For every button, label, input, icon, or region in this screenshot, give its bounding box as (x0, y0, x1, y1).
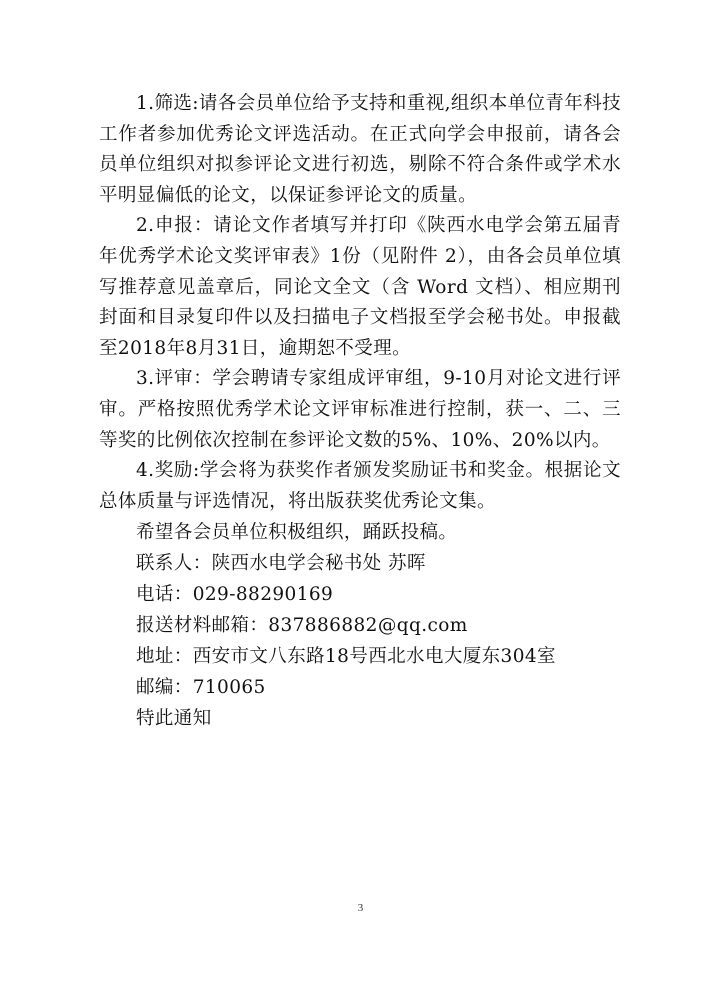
document-body (99, 89, 621, 734)
closing-text: 特此通知 (136, 708, 212, 730)
contact-address: 地址：西安市文八东路18号西北水电大厦东304室 (136, 646, 556, 668)
page-number: 3 (357, 902, 364, 914)
paragraph-awards: 4.奖励:学会将为获奖作者颁发奖励证书和奖金。根据论文总体质量与评选情况，将出版获奖优秀论文集。 (99, 460, 621, 512)
paragraph-screening: 1.筛选:请各会员单位给予支持和重视,组织本单位青年科技工作者参加优秀论文评选活动。在正式向学会申报前，请各会员单位组织对拟参评论文进行初选，剔除不符合条件或学术水平明显偏低的论文，以保证参评论文的质量。 (99, 93, 621, 206)
paragraph-review: 3.评审：学会聘请专家组成评审组，9-10月对论文进行评审。严格按照优秀学术论文评审标准进行控制，获一、二、三等奖的比例依次控制在参评论文数的5%、10%、20%以内。 (99, 368, 621, 451)
contact-phone: 电话：029-88290169 (136, 584, 334, 606)
contact-email: 报送材料邮箱：837886882@qq.com (136, 615, 468, 637)
paragraph-application: 2.申报：请论文作者填写并打印《陕西水电学会第五届青年优秀学术论文奖评审表》1份（见附件 2），由各会员单位填写推荐意见盖章后，同论文全文（含 Word 文档）、相应期刊封面和目录复印件以及扫描电子文档报至学会秘书处。申报截至2018年8月31日，逾期恕不受理。 (99, 215, 621, 359)
contact-postcode: 邮编：710065 (136, 677, 266, 699)
contact-person: 联系人：陕西水电学会秘书处 苏晖 (136, 553, 426, 575)
paragraph-encouragement: 希望各会员单位积极组织，踊跃投稿。 (136, 522, 458, 544)
contact-block (99, 548, 621, 734)
